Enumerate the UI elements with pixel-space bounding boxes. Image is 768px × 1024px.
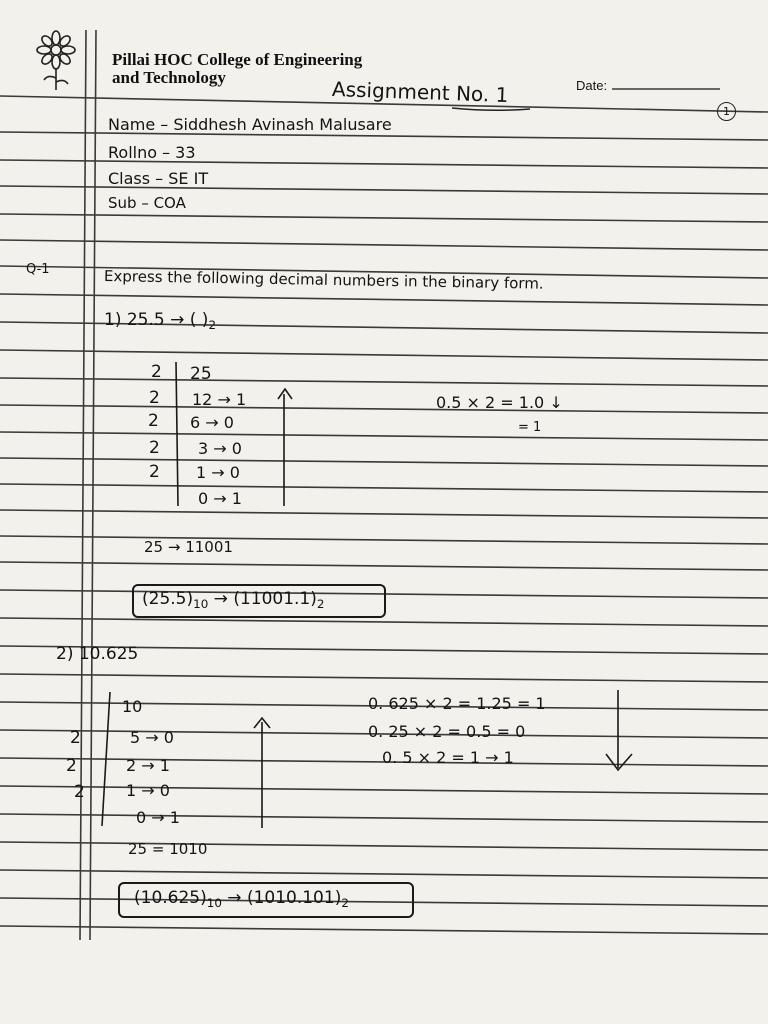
date-label: Date: [576, 78, 608, 93]
p1-division-bars [168, 360, 308, 520]
p1-divisor-2: 2 [149, 388, 160, 408]
p1-final-answer [142, 589, 324, 611]
p1-final-lhs-base: 10 [193, 597, 209, 612]
p2-quotient-3: 2 → 1 [126, 756, 170, 775]
p1-final-lhs: (25.5) [142, 589, 194, 609]
p2-fraction-line1: 0. 625 × 2 = 1.25 = 1 [368, 694, 546, 713]
part1-heading-base: 2 [208, 318, 217, 333]
question-text: Express the following decimal numbers in the binary form. [103, 267, 544, 293]
page-number-circle [717, 102, 736, 121]
p1-quotient-6: 0 → 1 [198, 489, 242, 508]
p1-final-answer-box [132, 584, 386, 618]
college-name-line1: Pillai HOC College of Engineering [112, 50, 363, 69]
assignment-title: Assignment No. 1 [331, 76, 509, 108]
p2-division-bars [96, 690, 276, 840]
arrow-up-icon [252, 714, 272, 734]
p1-quotient-1: 25 [190, 364, 212, 384]
p1-divisor-1: 2 [151, 362, 162, 382]
p2-final-answer [134, 888, 349, 910]
p1-divisor-4: 2 [149, 438, 160, 458]
p1-quotient-2: 12 → 1 [192, 390, 247, 409]
p2-final-rhs-base: 2 [341, 896, 349, 911]
p2-integer-result: 25 = 1010 [128, 840, 208, 858]
p2-final-answer-box [118, 882, 414, 918]
student-class: Class – SE IT [108, 169, 209, 188]
p2-quotient-5: 0 → 1 [136, 808, 180, 827]
p2-divisor-3: 2 [74, 782, 85, 802]
p1-fraction-line2: = 1 [518, 420, 542, 435]
p2-final-lhs-base: 10 [206, 896, 222, 911]
p2-fraction-line2: 0. 25 × 2 = 0.5 = 0 [368, 722, 526, 741]
flower-logo-icon [28, 28, 84, 92]
p1-integer-result: 25 → 11001 [144, 538, 233, 556]
p2-final-lhs: (10.625) [134, 888, 207, 908]
arrow-down-icon [600, 688, 640, 778]
student-roll: Rollno – 33 [108, 143, 196, 162]
p1-quotient-5: 1 → 0 [196, 463, 240, 482]
p2-final-rhs: → (1010.101) [227, 888, 342, 908]
p1-fraction-line1: 0.5 × 2 = 1.0 ↓ [436, 393, 563, 412]
p2-fraction-line3: 0. 5 × 2 = 1 → 1 [382, 748, 514, 767]
part1-heading-text: 1) 25.5 → ( ) [104, 310, 209, 330]
part1-heading [104, 310, 216, 332]
p2-quotient-1: 10 [122, 697, 143, 716]
college-name-line2: and Technology [112, 68, 226, 87]
p2-divisor-1: 2 [70, 728, 81, 748]
p1-divisor-5: 2 [149, 462, 160, 482]
p1-final-rhs: → (11001.1) [213, 589, 317, 609]
student-subject: Sub – COA [108, 194, 186, 212]
p2-quotient-4: 1 → 0 [126, 781, 170, 800]
page-number: 1 [723, 105, 730, 118]
p1-divisor-3: 2 [148, 411, 159, 431]
part2-heading: 2) 10.625 [56, 644, 139, 664]
p1-quotient-3: 6 → 0 [190, 413, 234, 432]
p1-quotient-4: 3 → 0 [198, 439, 242, 458]
p2-quotient-2: 5 → 0 [130, 728, 174, 747]
student-name: Name – Siddhesh Avinash Malusare [108, 115, 392, 134]
assignment-underline [452, 104, 532, 114]
p2-divisor-2: 2 [66, 756, 77, 776]
p1-final-rhs-base: 2 [316, 597, 325, 612]
question-label: Q-1 [26, 262, 50, 277]
arrow-up-icon [276, 385, 296, 405]
